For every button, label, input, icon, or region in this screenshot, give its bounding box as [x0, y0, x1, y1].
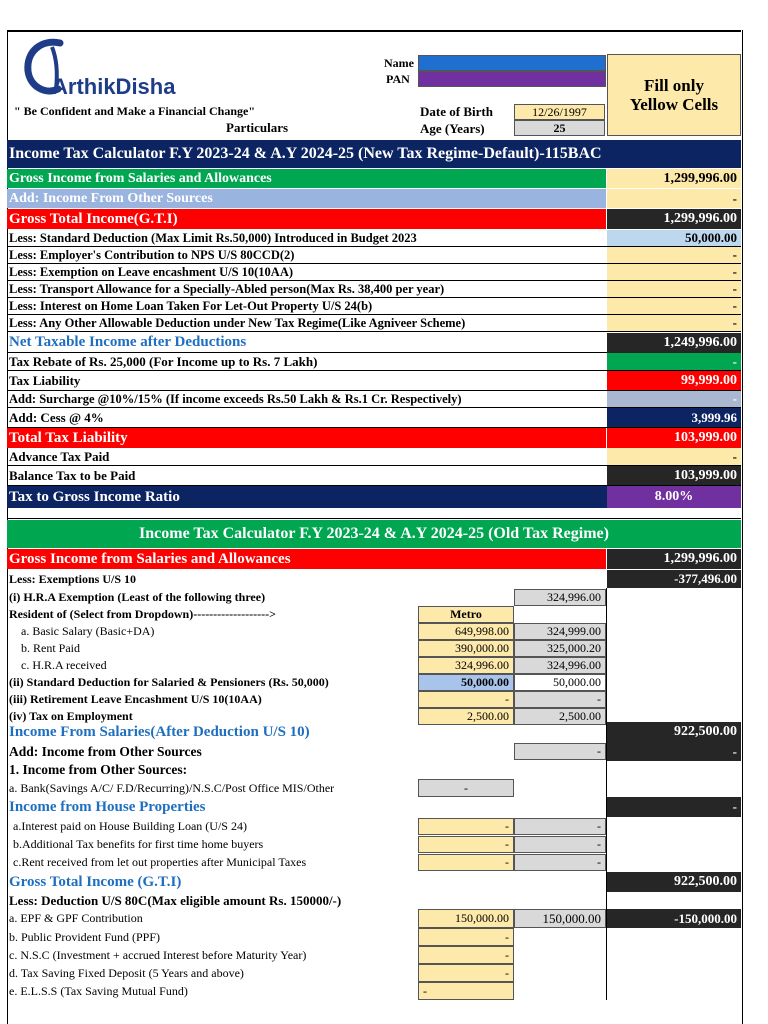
sheet-top-border: [7, 30, 741, 32]
fill-note: Fill only Yellow Cells: [607, 54, 741, 136]
old-row-interest-loan: a.Interest paid on House Building Loan (U/S 24) - -: [7, 818, 741, 835]
old-row-hra-received: c. H.R.A received 324,996.00 324,996.00: [7, 657, 741, 674]
new-row-gti: Gross Total Income(G.T.I) 1,299,996.00: [7, 209, 741, 229]
new-row-tax-ratio: Tax to Gross Income Ratio 8.00%: [7, 486, 741, 508]
old-row-deduction-80c: Less: Deduction U/S 80C(Max eligible amount Rs. 150000/-): [9, 893, 342, 908]
dob-input[interactable]: 12/26/1997: [514, 104, 605, 120]
old-row-less-exemptions: Less: Exemptions U/S 10 -377,496.00: [7, 570, 741, 588]
pan-label: PAN: [386, 72, 410, 86]
new-row-advance-tax: Advance Tax Paid -: [7, 448, 741, 466]
old-row-resident: Resident of (Select from Dropdown)-------------------> Metro: [7, 606, 741, 623]
old-row-nsc: c. N.S.C (Investment + accrued Interest before Maturity Year) -: [7, 946, 741, 964]
new-row-nps: Less: Employer's Contribution to NPS U/S 80CCD(2) -: [7, 247, 741, 264]
new-regime-title: Income Tax Calculator F.Y 2023-24 & A.Y 2024-25 (New Tax Regime-Default)-115BAC: [7, 140, 741, 168]
old-row-std-deduction: (ii) Standard Deduction for Salaried & Pensioners (Rs. 50,000) 50,000.00 50,000.00: [7, 674, 741, 691]
brand-tagline: " Be Confident and Make a Financial Change": [14, 104, 256, 118]
particulars-label: Particulars: [226, 120, 289, 135]
new-row-rebate: Tax Rebate of Rs. 25,000 (For Income up to Rs. 7 Lakh) -: [7, 353, 741, 371]
new-row-cess: Add: Cess @ 4% 3,999.96: [7, 408, 741, 428]
pan-input[interactable]: [418, 71, 606, 87]
old-row-house-head: Income from House Properties -: [7, 797, 741, 817]
new-row-home-loan: Less: Interest on Home Loan Taken For Let-Out Property U/S 24(b) -: [7, 298, 741, 315]
old-row-bank: a. Bank(Savings A/C/ F.D/Recurring)/N.S.C/Post Office MIS/Other -: [7, 779, 741, 797]
old-row-gti: Gross Total Income (G.T.I) 922,500.00: [7, 872, 741, 892]
dob-label: Date of Birth: [420, 104, 493, 119]
old-row-elss: e. E.L.S.S (Tax Saving Mutual Fund) -: [7, 982, 741, 1000]
new-row-total-tax: Total Tax Liability 103,999.00: [7, 428, 741, 448]
new-row-standard-deduction: Less: Standard Deduction (Max Limit Rs.50,000) Introduced in Budget 2023 50,000.00: [7, 230, 741, 247]
old-row-hra-exemption: (i) H.R.A Exemption (Least of the following three) 324,996.00: [7, 589, 741, 606]
age-label: Age (Years): [420, 121, 485, 136]
new-row-balance-tax: Balance Tax to be Paid 103,999.00: [7, 466, 741, 486]
old-row-ppf: b. Public Provident Fund (PPF) -: [7, 928, 741, 946]
old-row-rent: b. Rent Paid 390,000.00 325,000.20: [7, 640, 741, 657]
old-row-income-salaries: Income From Salaries(After Deduction U/S 10) 922,500.00: [7, 722, 741, 742]
old-row-epf: a. EPF & GPF Contribution 150,000.00 150,000.00 -150,000.00: [7, 909, 741, 928]
new-row-other-deduction: Less: Any Other Allowable Deduction under New Tax Regime(Like Agniveer Scheme) -: [7, 315, 741, 332]
old-row-add-other: Add: Income from Other Sources - -: [7, 742, 741, 761]
new-row-tax-liability: Tax Liability 99,999.00: [7, 371, 741, 391]
old-row-additional-tax: b.Additional Tax benefits for first time home buyers - -: [7, 836, 741, 853]
brand-name: ArthikDisha: [52, 74, 176, 99]
new-row-surcharge: Add: Surcharge @10%/15% (If income exceeds Rs.50 Lakh & Rs.1 Cr. Respectively) -: [7, 391, 741, 408]
old-regime-title: Income Tax Calculator F.Y 2023-24 & A.Y 2024-25 (Old Tax Regime): [7, 520, 741, 548]
section-divider: [7, 518, 741, 519]
old-row-tax-employment: (iv) Tax on Employment 2,500.00 2,500.00: [7, 708, 741, 725]
old-row-other-sources-head: 1. Income from Other Sources:: [9, 762, 188, 777]
old-row-basic: a. Basic Salary (Basic+DA) 649,998.00 324,999.00: [7, 623, 741, 640]
old-row-rent-received: c.Rent received from let out properties after Municipal Taxes - -: [7, 854, 741, 871]
name-label: Name: [384, 56, 414, 70]
new-row-gross-salary: Gross Income from Salaries and Allowances 1,299,996.00: [7, 169, 741, 188]
resident-dropdown[interactable]: Metro: [418, 606, 514, 623]
new-row-net-taxable: Net Taxable Income after Deductions 1,249,996.00: [7, 333, 741, 353]
new-row-transport: Less: Transport Allowance for a Specially-Abled person(Max Rs. 38,400 per year) -: [7, 281, 741, 298]
new-row-leave-encashment: Less: Exemption on Leave encashment U/S 10(10AA) -: [7, 264, 741, 281]
old-row-fd: d. Tax Saving Fixed Deposit (5 Years and above) -: [7, 964, 741, 982]
old-row-leave-encash: (iii) Retirement Leave Encashment U/S 10(10AA) - -: [7, 691, 741, 708]
new-row-other-sources: Add: Income From Other Sources -: [7, 189, 741, 208]
name-input[interactable]: [418, 55, 606, 71]
old-row-gross-salary: Gross Income from Salaries and Allowances 1,299,996.00: [7, 549, 741, 569]
value-column-divider: [606, 588, 607, 1000]
age-value: 25: [514, 120, 605, 136]
